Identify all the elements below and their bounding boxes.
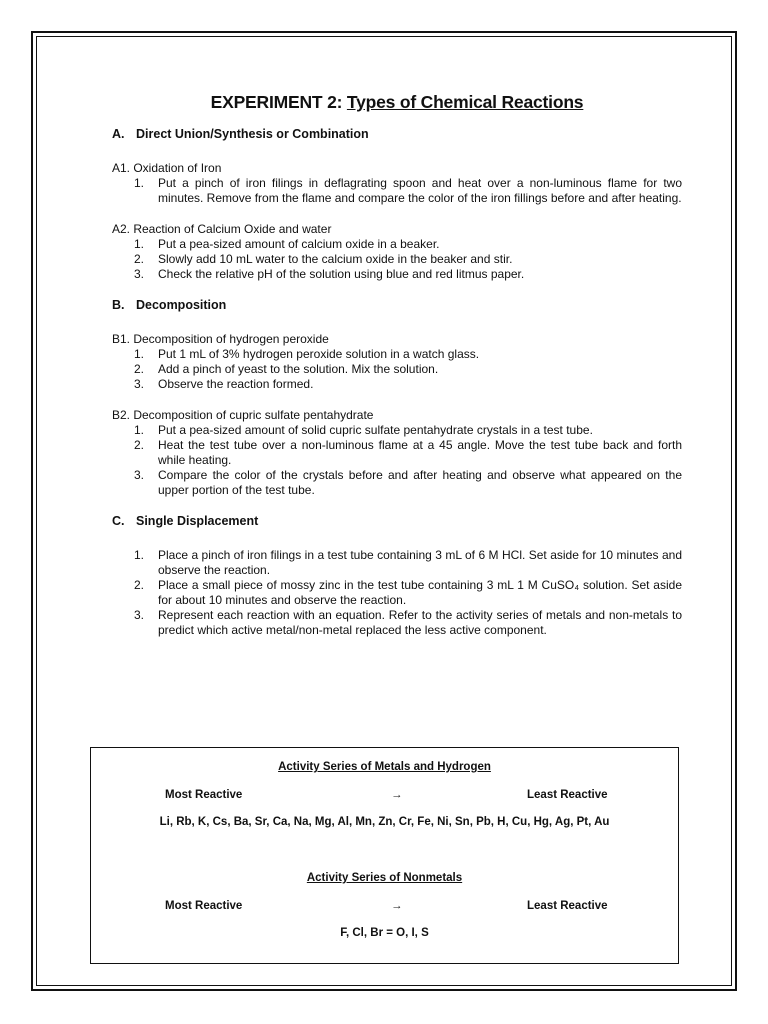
list-item: 1. Place a pinch of iron filings in a test tube containing 3 mL of 6 M HCl. Set aside for 10 minutes and observe the reaction.: [134, 548, 682, 577]
list-item: 2. Slowly add 10 mL water to the calcium oxide in the beaker and stir.: [134, 252, 513, 266]
metals-series-list: Li, Rb, K, Cs, Ba, Sr, Ca, Na, Mg, Al, Mn, Zn, Cr, Fe, Ni, Sn, Pb, H, Cu, Hg, Ag, Pt, Au: [159, 816, 610, 828]
subsection-b1-heading: B1. Decomposition of hydrogen peroxide: [112, 332, 329, 346]
a2-steps: [112, 237, 682, 282]
least-reactive-label: Least Reactive: [527, 789, 608, 801]
section-b-heading: [112, 298, 682, 312]
page-title: [112, 92, 682, 113]
section-title: Single Displacement: [136, 514, 259, 528]
nonmetals-series-list: F, Cl, Br = O, I, S: [340, 927, 429, 939]
subsection-a1-heading: A1. Oxidation of Iron: [112, 161, 222, 175]
list-item: 1. Put a pea-sized amount of solid cupric sulfate pentahydrate crystals in a test tube.: [134, 423, 593, 437]
section-letter: B.: [112, 298, 125, 312]
arrow-right-icon: →: [391, 789, 403, 801]
list-item: 2. Heat the test tube over a non-luminous flame at a 45 angle. Move the test tube back and forth while heating.: [134, 438, 682, 467]
section-letter: C.: [112, 514, 125, 528]
arrow-right-icon: →: [391, 900, 403, 912]
metals-series-heading: Activity Series of Metals and Hydrogen: [278, 761, 491, 773]
section-letter: A.: [112, 127, 125, 141]
document-body: [112, 92, 682, 654]
list-item: 1. Put a pinch of iron filings in deflagrating spoon and heat over a non-luminous flame for two minutes. Remove from the flame and compare the color of the iron fillings before and after heating.: [134, 176, 682, 205]
list-item: 2. Add a pinch of yeast to the solution. Mix the solution.: [134, 362, 439, 376]
subsection-a2-heading: A2. Reaction of Calcium Oxide and water: [112, 222, 332, 236]
list-item: 3. Represent each reaction with an equation. Refer to the activity series of metals and non-metals to predict which active metal/non-metal replaced the less active component.: [134, 608, 682, 637]
list-item: 1. Put a pea-sized amount of calcium oxide in a beaker.: [134, 237, 440, 251]
b2-steps: [112, 423, 682, 498]
subsection-b2-heading: B2. Decomposition of cupric sulfate pentahydrate: [112, 408, 374, 422]
least-reactive-label: Least Reactive: [527, 900, 608, 912]
section-title: Decomposition: [136, 298, 227, 312]
list-item: 3. Check the relative pH of the solution using blue and red litmus paper.: [134, 267, 525, 281]
title-prefix: EXPERIMENT 2:: [210, 92, 347, 112]
list-item: 3. Compare the color of the crystals before and after heating and observe what appeared on the upper portion of the test tube.: [134, 468, 682, 497]
title-main: Types of Chemical Reactions: [346, 92, 584, 112]
section-a-heading: [112, 127, 682, 141]
a1-steps: [112, 176, 682, 206]
section-title: Direct Union/Synthesis or Combination: [136, 127, 369, 141]
section-c-heading: [112, 514, 682, 528]
most-reactive-label: Most Reactive: [165, 900, 243, 912]
activity-series-box: [90, 747, 679, 964]
list-item: 2. Place a small piece of mossy zinc in the test tube containing 3 mL 1 M CuSO₄ solution. Set aside for about 10 minutes and observe the reaction.: [134, 578, 682, 607]
nonmetals-series-heading: Activity Series of Nonmetals: [306, 872, 463, 884]
c-steps: [112, 548, 682, 638]
list-item: 1. Put 1 mL of 3% hydrogen peroxide solution in a watch glass.: [134, 347, 480, 361]
b1-steps: [112, 347, 682, 392]
list-item: 3. Observe the reaction formed.: [134, 377, 314, 391]
most-reactive-label: Most Reactive: [165, 789, 243, 801]
